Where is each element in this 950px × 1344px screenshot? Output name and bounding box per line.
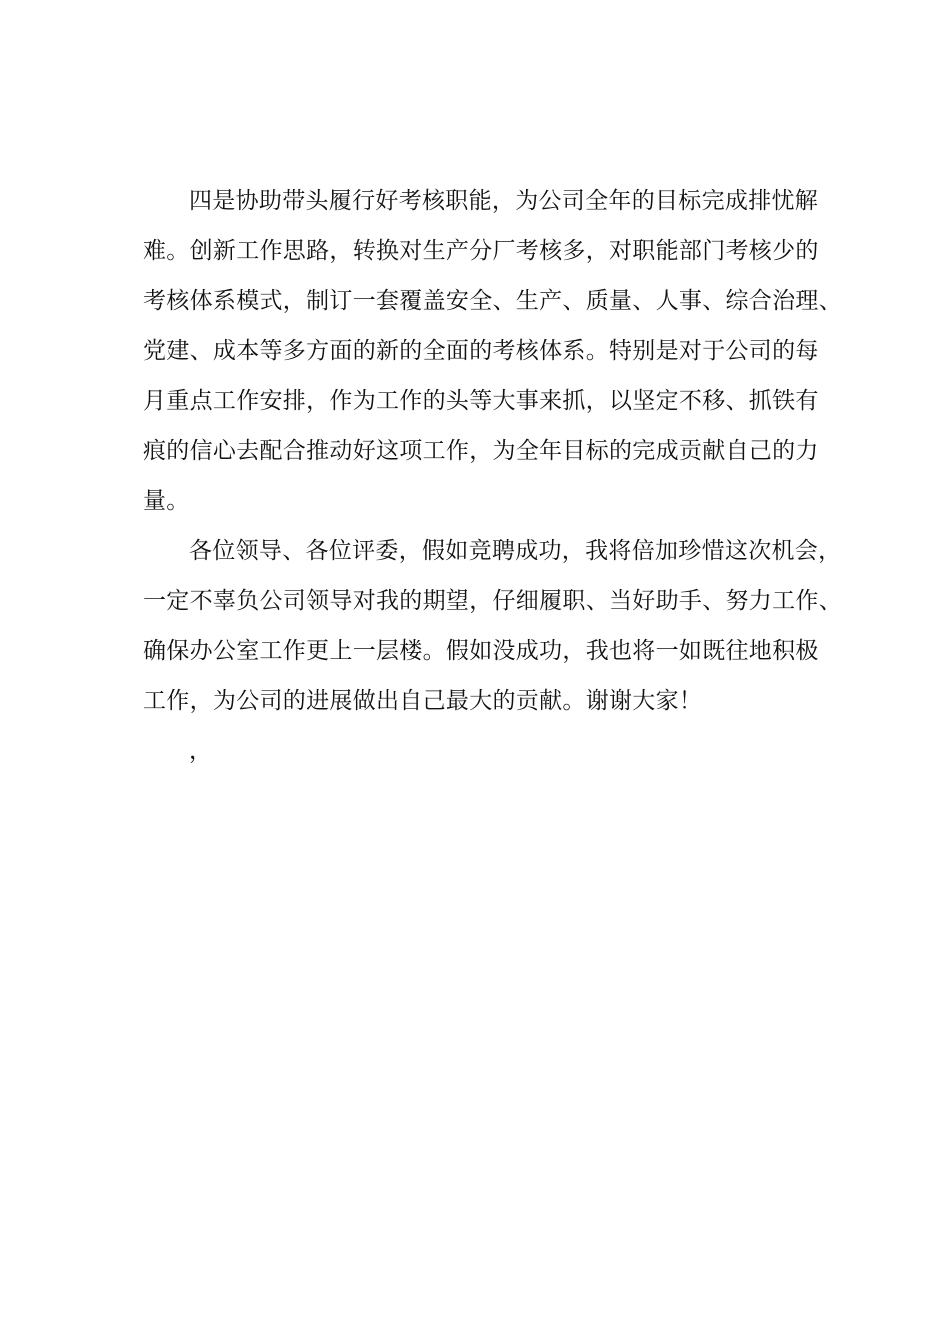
paragraph-1-line-1: 四是协助带头履行好考核职能，为公司全年的目标完成排忧解 — [189, 188, 819, 214]
paragraph-2-line-1: 各位领导、各位评委，假如竞聘成功，我将倍加珍惜这次机会， — [189, 538, 842, 564]
paragraph-1-line-5: 月重点工作安排，作为工作的头等大事来抓，以坚定不移、抓铁有 — [143, 388, 819, 414]
trailing-paragraph — [143, 726, 833, 776]
paragraph-1-line-7: 量。 — [143, 488, 190, 514]
paragraph-2-line-2: 一定不辜负公司领导对我的期望，仔细履职、当好助手、努力工作、 — [143, 588, 842, 614]
paragraph-1 — [143, 176, 842, 526]
paragraph-1-line-4: 党建、成本等多方面的新的全面的考核体系。特别是对于公司的每 — [143, 338, 819, 364]
paragraph-1-line-3: 考核体系模式，制订一套覆盖安全、生产、质量、人事、综合治理、 — [143, 288, 842, 314]
paragraph-1-line-2: 难。创新工作思路，转换对生产分厂考核多，对职能部门考核少的 — [143, 238, 819, 264]
paragraph-2-line-4: 工作，为公司的进展做出自己最大的贡献。谢谢大家！ — [143, 688, 703, 714]
paragraph-2-line-3: 确保办公室工作更上一层楼。假如没成功，我也将一如既往地积极 — [143, 638, 819, 664]
document-body — [143, 176, 842, 776]
paragraph-1-line-6: 痕的信心去配合推动好这项工作，为全年目标的完成贡献自己的力 — [143, 438, 819, 464]
paragraph-2 — [143, 526, 842, 726]
trailing-comma: ， — [189, 738, 213, 764]
